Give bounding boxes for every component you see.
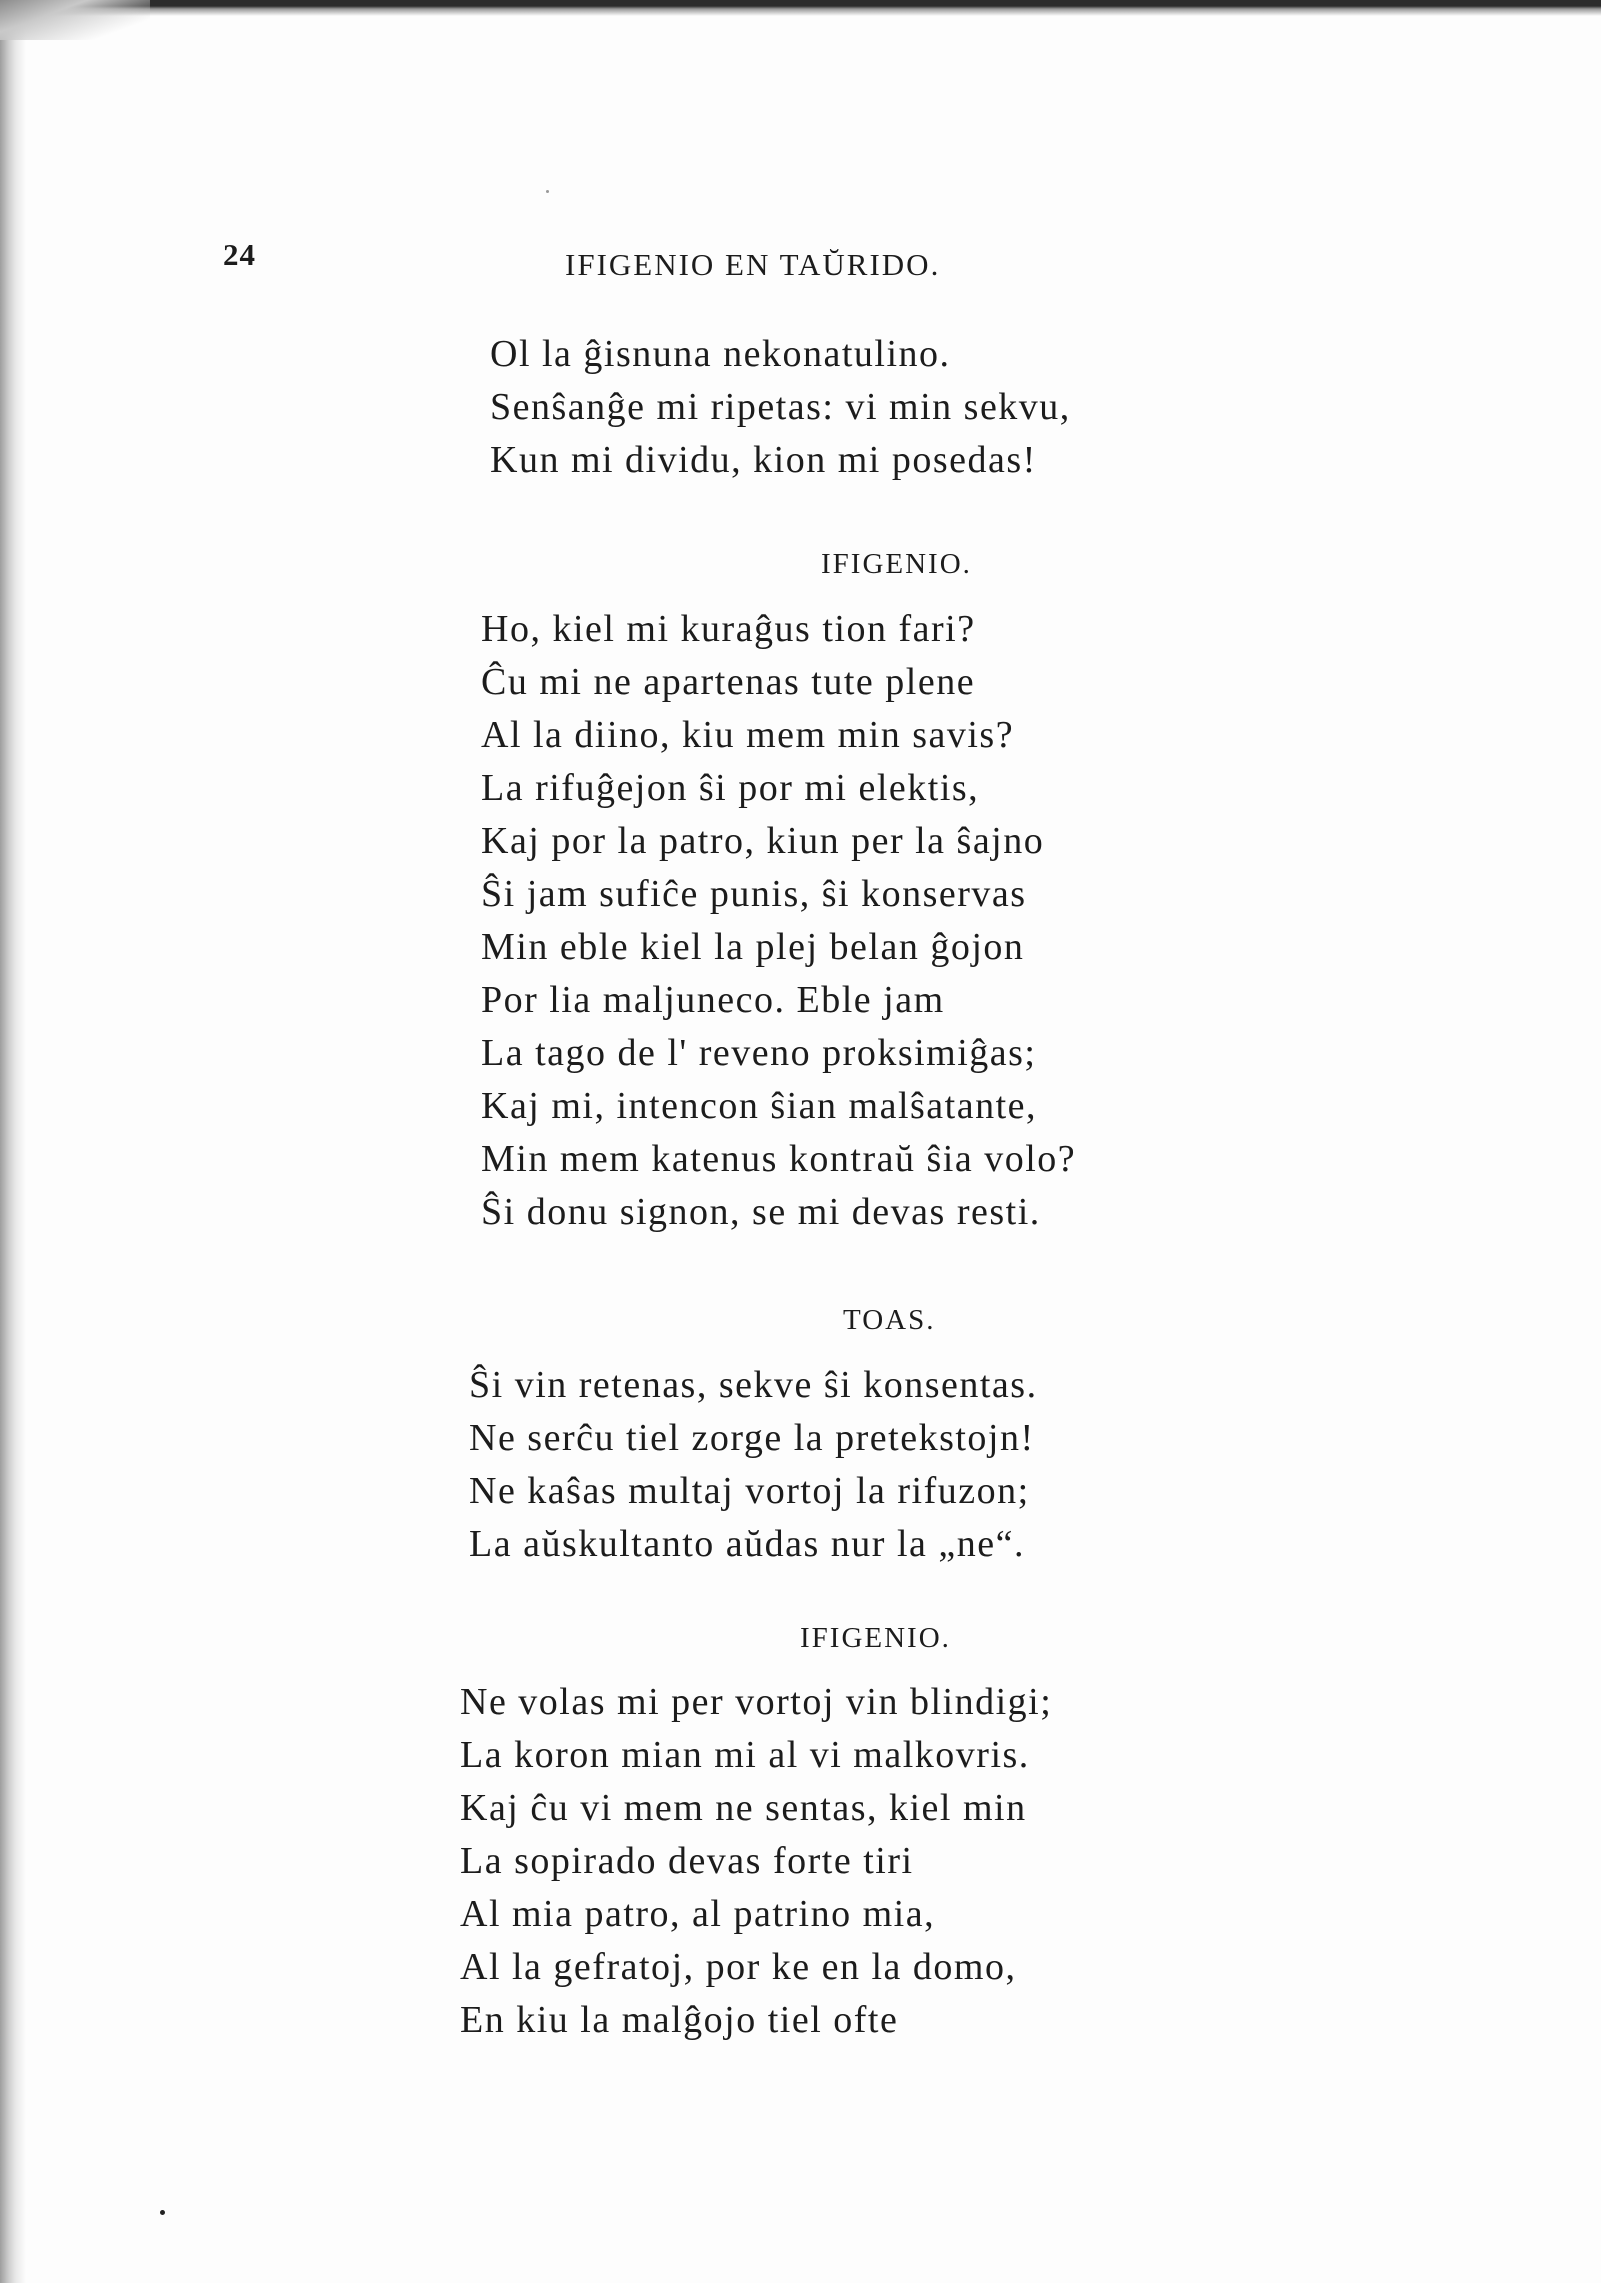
verse-line: Ŝi jam sufiĉe punis, ŝi konservas — [481, 873, 1027, 915]
verse-line: Al la diino, kiu mem min savis? — [481, 714, 1015, 756]
scan-edge-corner — [0, 0, 150, 40]
scan-speck — [160, 2210, 165, 2215]
verse-block-2 — [481, 603, 1076, 1239]
verse-line: Ol la ĝisnuna nekonatulino. — [490, 333, 951, 375]
verse-line: La rifuĝejon ŝi por mi elektis, — [481, 767, 980, 809]
verse-line: Ŝi vin retenas, sekve ŝi konsentas. — [469, 1364, 1038, 1406]
verse-line: Ne volas mi per vortoj vin blindigi; — [460, 1681, 1053, 1723]
verse-line: Por lia maljuneco. Eble jam — [481, 979, 945, 1021]
verse-line: Ho, kiel mi kuraĝus tion fari? — [481, 608, 976, 650]
verse-line: Al mia patro, al patrino mia, — [460, 1893, 936, 1935]
verse-line: Min eble kiel la plej belan ĝojon — [481, 926, 1025, 968]
verse-block-4 — [460, 1676, 1052, 2047]
verse-block-1 — [490, 328, 1071, 487]
verse-line: Ŝi donu signon, se mi devas resti. — [481, 1191, 1041, 1233]
scan-speck — [546, 190, 549, 193]
verse-line: Kun mi dividu, kion mi posedas! — [490, 439, 1037, 481]
verse-line: Ne serĉu tiel zorge la pretekstojn! — [469, 1417, 1035, 1459]
running-head: IFIGENIO EN TAŬRIDO. — [565, 247, 941, 282]
verse-block-3 — [469, 1359, 1038, 1571]
speaker-heading: IFIGENIO. — [821, 548, 972, 580]
verse-line: Kaj ĉu vi mem ne sentas, kiel min — [460, 1787, 1027, 1829]
speaker-heading: TOAS. — [843, 1304, 936, 1336]
verse-line: Kaj por la patro, kiun per la ŝajno — [481, 820, 1045, 862]
verse-line: Ne kaŝas multaj vortoj la rifuzon; — [469, 1470, 1030, 1512]
scan-edge-left — [0, 0, 26, 2283]
verse-line: Min mem katenus kontraŭ ŝia volo? — [481, 1138, 1077, 1180]
verse-line: La tago de l' reveno proksimiĝas; — [481, 1032, 1037, 1074]
verse-line: En kiu la malĝojo tiel ofte — [460, 1999, 899, 2041]
verse-line: La koron mian mi al vi malkovris. — [460, 1734, 1030, 1776]
verse-line: La aŭskultanto aŭdas nur la „ne“. — [469, 1523, 1025, 1565]
page-number: 24 — [223, 237, 256, 272]
speaker-heading: IFIGENIO. — [800, 1622, 951, 1654]
verse-line: La sopirado devas forte tiri — [460, 1840, 914, 1882]
verse-line: Senŝanĝe mi ripetas: vi min sekvu, — [490, 386, 1071, 428]
verse-line: Ĉu mi ne apartenas tute plene — [481, 661, 976, 703]
scan-edge-top — [20, 0, 1601, 16]
verse-line: Al la gefratoj, por ke en la domo, — [460, 1946, 1017, 1988]
verse-line: Kaj mi, intencon ŝian malŝatante, — [481, 1085, 1038, 1127]
